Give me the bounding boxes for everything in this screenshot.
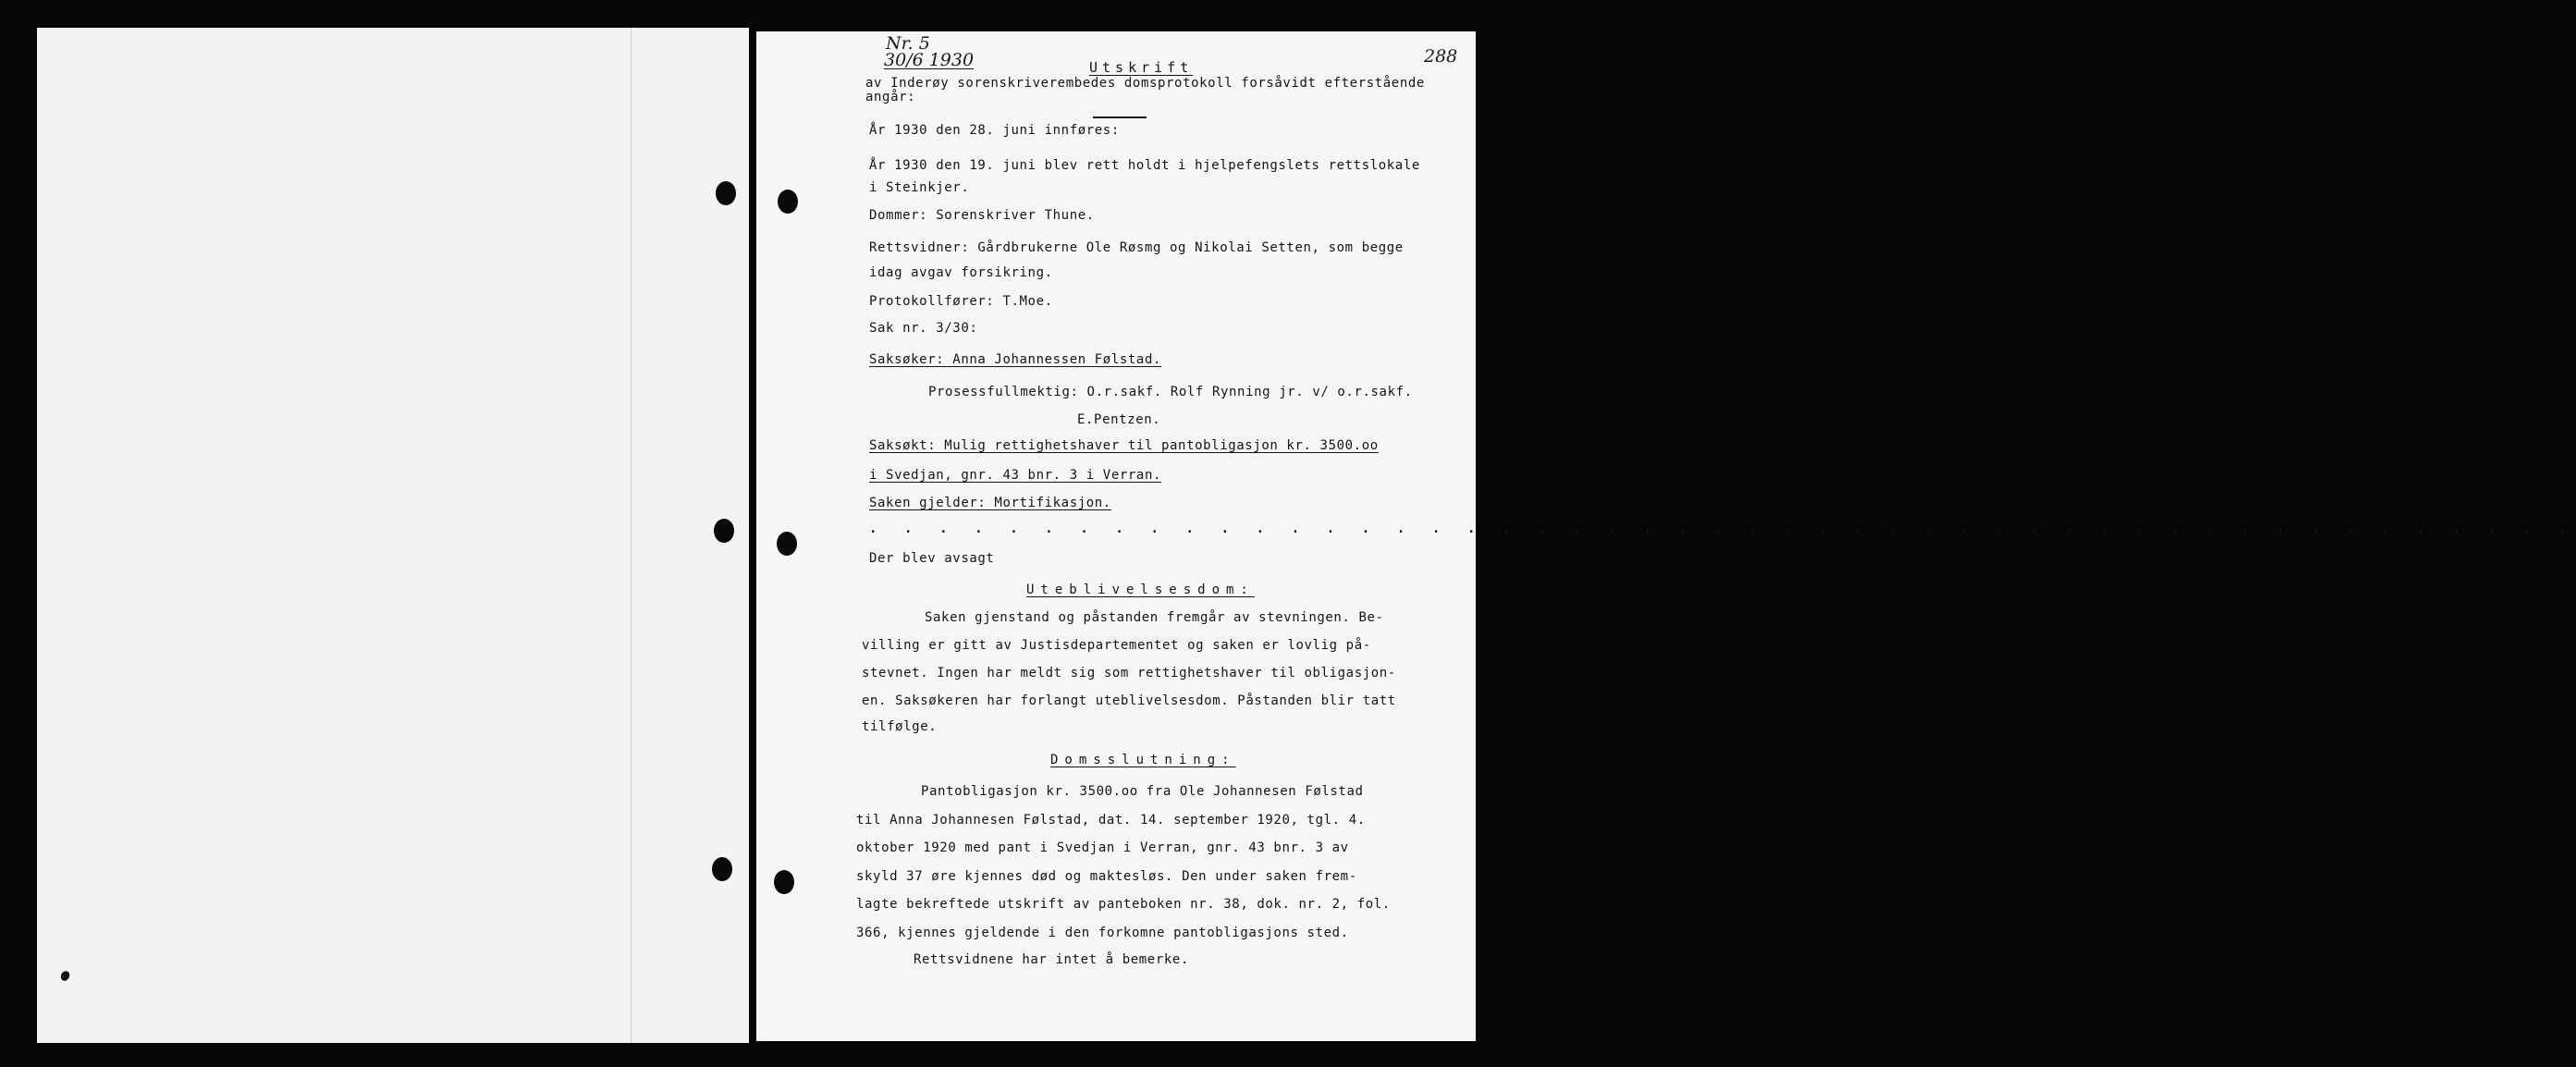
paragraph-1-line: tilfølge. [862,719,938,734]
attorney-line: Prosessfullmektig: O.r.sakf. Rolf Rynning jr. v/ o.r.sakf. [928,385,1413,399]
paragraph-2-line: til Anna Johannesen Følstad, dat. 14. september 1920, tgl. 4. [856,813,1366,828]
witnesses-line-continued: idag avgav forsikring. [869,265,1053,280]
paragraph-2-line: Rettsvidnene har intet å bemerke. [914,952,1189,967]
page-fold-line [631,28,632,1043]
verdict-intro-line: Der blev avsagt [869,551,995,566]
case-ref-line: Sak nr. 3/30: [869,321,978,336]
separator-rule [1093,117,1147,118]
subject-line: Saken gjelder: Mortifikasjon. [869,496,1111,510]
heading-domsslutning: Domsslutning: [1050,753,1236,767]
defendant-line: Saksøkt: Mulig rettighetshaver til pantobligasjon kr. 3500.oo [869,438,1379,453]
punch-hole-left-bottom [712,857,732,881]
paragraph-1-line: Saken gjenstand og påstanden fremgår av stevningen. Be- [925,610,1384,625]
page-number: 288 [1424,46,1458,67]
defendant-line-continued: i Svedjan, gnr. 43 bnr. 3 i Verran. [869,468,1162,483]
right-document-page [756,31,1476,1041]
paragraph-2-line: Pantobligasjon kr. 3500.oo fra Ole Johannesen Følstad [921,784,1364,799]
witnesses-line: Rettsvidner: Gårdbrukerne Ole Røsmg og Nikolai Setten, som begge [869,240,1404,255]
case-number: Nr. 5 [886,33,930,54]
dotted-separator: . . . . . . . . . . . . . . . . . . . . . . . . . . . . . . . . . . . . . . . . . . . . . . . . . [869,521,2576,536]
punch-hole-right-bottom [774,870,794,894]
handwritten-date: 30/6 1930 [884,50,975,70]
paragraph-2-line: lagte bekreftede utskrift av panteboken nr. 38, dok. nr. 2, fol. [856,897,1391,912]
judge-line: Dommer: Sorenskriver Thune. [869,208,1095,223]
paragraph-1-line: villing er gitt av Justisdepartementet og saken er lovlig på- [862,638,1371,653]
paragraph-2-line: oktober 1920 med pant i Svedjan i Verran, gnr. 43 bnr. 3 av [856,840,1349,855]
punch-hole-left-top [716,181,736,205]
attorney-line-continued: E.Pentzen. [1077,412,1161,427]
intro-line: av Inderøy sorenskriverembedes domsprotokoll forsåvidt efterstående [865,76,1425,91]
paragraph-1-line: stevnet. Ingen har meldt sig som rettighetshaver til obligasjon- [862,666,1396,681]
left-blank-page [37,28,749,1043]
punch-hole-left-middle [714,519,734,543]
document-title: Utskrift [1089,59,1194,76]
court-held-line: År 1930 den 19. juni blev rett holdt i hjelpefengslets rettslokale [869,158,1420,173]
paragraph-1-line: en. Saksøkeren har forlangt uteblivelsesdom. Påstanden blir tatt [862,693,1396,708]
plaintiff-line: Saksøker: Anna Johannessen Følstad. [869,352,1162,367]
paragraph-2-line: skyld 37 øre kjennes død og maktesløs. Den under saken frem- [856,869,1357,884]
entry-date-line: År 1930 den 28. juni innføres: [869,123,1120,138]
paragraph-2-line: 366, kjennes gjeldende i den forkomne pantobligasjons sted. [856,926,1349,940]
court-place-line: i Steinkjer. [869,180,970,195]
heading-uteblivelsesdom: Uteblivelsesdom: [1026,583,1255,597]
punch-hole-right-middle [777,532,797,556]
punch-hole-right-top [778,190,798,214]
clerk-line: Protokollfører: T.Moe. [869,294,1053,309]
intro-line-continued: angår: [865,90,916,104]
